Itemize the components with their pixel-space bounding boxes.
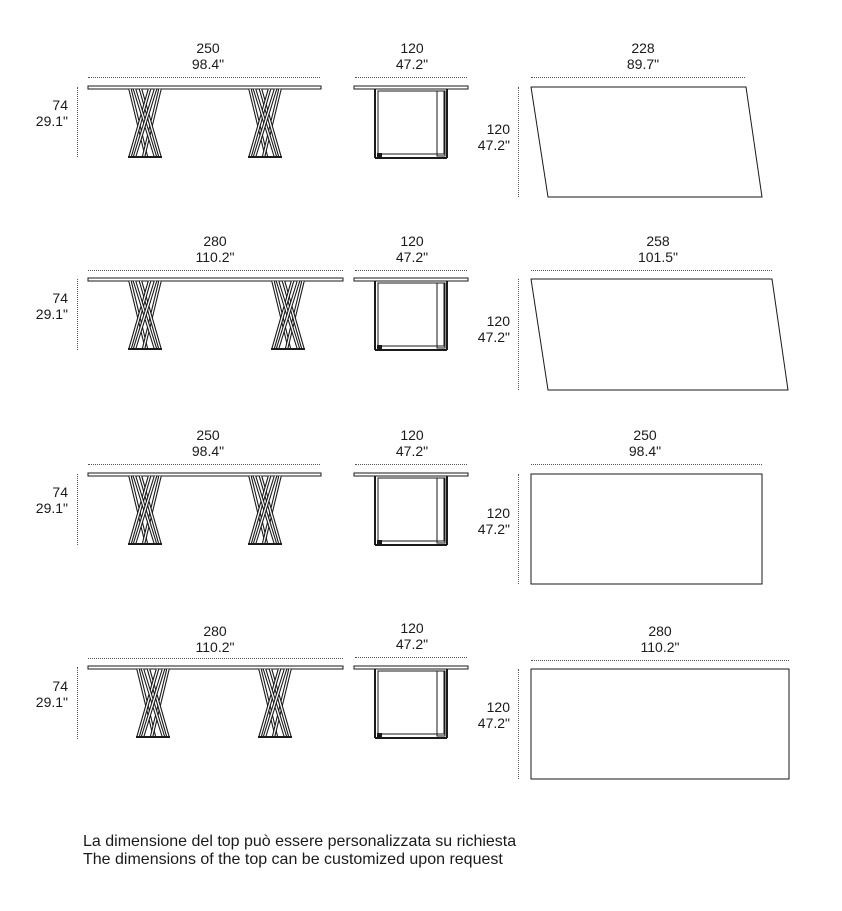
end-width-dim-line bbox=[355, 270, 467, 271]
end-width-label: 120 47.2" bbox=[395, 427, 429, 459]
base-plank bbox=[138, 669, 155, 737]
base-plank-highlight bbox=[135, 476, 156, 544]
end-width-label: 120 47.2" bbox=[395, 620, 429, 652]
x-base bbox=[271, 281, 305, 349]
base-plank bbox=[278, 281, 299, 349]
x-base bbox=[258, 669, 292, 737]
base-plank bbox=[149, 669, 169, 737]
base-plank bbox=[284, 281, 304, 349]
top-length-dim-line bbox=[531, 270, 772, 271]
base-plank bbox=[250, 476, 267, 544]
base-plank-highlight bbox=[265, 669, 286, 737]
base-plank-highlight bbox=[149, 669, 169, 737]
base-plank bbox=[261, 89, 281, 157]
end-width-dim-line bbox=[355, 77, 467, 78]
base-plank-highlight bbox=[250, 89, 270, 157]
base-plank-highlight bbox=[278, 281, 299, 349]
base-plank bbox=[260, 669, 280, 737]
top-length-label: 250 98.4" bbox=[628, 427, 662, 459]
height-dim-line bbox=[77, 667, 78, 739]
parallelogram-top bbox=[531, 279, 788, 390]
base-plank-highlight bbox=[135, 281, 156, 349]
base-plank bbox=[250, 476, 270, 544]
table-top-slab bbox=[354, 86, 468, 89]
base-plank-highlight bbox=[135, 89, 156, 157]
base-plank bbox=[265, 669, 286, 737]
base-plank-highlight bbox=[261, 476, 281, 544]
side-length-label: 280 110.2" bbox=[195, 623, 235, 655]
rectangle-top bbox=[531, 669, 789, 779]
base-plank bbox=[141, 281, 161, 349]
base-plank bbox=[250, 89, 270, 157]
frame-detail bbox=[377, 153, 382, 157]
base-plank-highlight bbox=[274, 669, 291, 737]
x-base bbox=[128, 89, 162, 157]
base-plank-highlight bbox=[138, 669, 155, 737]
top-length-label: 228 89.7" bbox=[626, 40, 660, 72]
base-plank bbox=[130, 89, 147, 157]
top-length-label: 258 101.5" bbox=[637, 233, 678, 265]
base-plank-highlight bbox=[255, 89, 276, 157]
base-plank-highlight bbox=[261, 89, 281, 157]
base-plank bbox=[138, 669, 158, 737]
base-plank-highlight bbox=[130, 476, 147, 544]
table-top-slab bbox=[88, 86, 321, 89]
base-plank-highlight bbox=[141, 476, 161, 544]
height-label: 74 29.1" bbox=[35, 97, 68, 129]
side-length-dim-line bbox=[88, 270, 343, 271]
base-plank bbox=[287, 281, 304, 349]
x-base bbox=[128, 281, 162, 349]
side-length-label: 280 110.2" bbox=[195, 233, 235, 265]
end-width-label: 120 47.2" bbox=[395, 233, 429, 265]
base-plank-highlight bbox=[264, 89, 281, 157]
end-width-dim-line bbox=[355, 657, 467, 658]
top-width-label: 120 47.2" bbox=[477, 313, 510, 345]
base-plank-highlight bbox=[135, 476, 156, 544]
base-plank bbox=[135, 476, 156, 544]
height-label: 74 29.1" bbox=[35, 290, 68, 322]
height-dim-line bbox=[77, 279, 78, 350]
base-plank-highlight bbox=[144, 476, 161, 544]
base-plank-highlight bbox=[130, 89, 147, 157]
side-length-dim-line bbox=[88, 464, 320, 465]
base-plank-highlight bbox=[250, 476, 267, 544]
base-plank bbox=[250, 89, 267, 157]
table-top-slab bbox=[88, 473, 321, 476]
base-plank bbox=[130, 476, 150, 544]
base-plank bbox=[255, 476, 276, 544]
base-plank bbox=[130, 89, 150, 157]
height-label: 74 29.1" bbox=[35, 484, 68, 516]
top-width-label: 120 47.2" bbox=[477, 121, 510, 153]
base-plank bbox=[135, 89, 156, 157]
table-top-slab bbox=[88, 278, 343, 281]
base-plank-highlight bbox=[265, 669, 286, 737]
frame-upright bbox=[437, 671, 445, 736]
base-plank-highlight bbox=[260, 669, 280, 737]
top-width-dim-line bbox=[518, 669, 519, 779]
end-width-dim-line bbox=[355, 464, 467, 465]
height-dim-line bbox=[77, 474, 78, 545]
base-plank bbox=[135, 281, 156, 349]
base-plank-highlight bbox=[144, 281, 161, 349]
top-length-dim-line bbox=[531, 464, 762, 465]
base-plank-highlight bbox=[255, 476, 276, 544]
base-plank-highlight bbox=[141, 281, 161, 349]
base-plank bbox=[255, 89, 276, 157]
table-top-slab bbox=[354, 278, 468, 281]
x-base bbox=[128, 476, 162, 544]
base-plank bbox=[265, 669, 286, 737]
base-plank bbox=[144, 281, 161, 349]
base-plank-highlight bbox=[130, 281, 150, 349]
base-plank-highlight bbox=[250, 476, 270, 544]
table-top-slab bbox=[354, 666, 468, 669]
top-width-label: 120 47.2" bbox=[477, 505, 510, 537]
frame-detail bbox=[377, 345, 382, 349]
base-plank bbox=[264, 476, 281, 544]
height-label: 74 29.1" bbox=[35, 678, 68, 710]
side-length-label: 250 98.4" bbox=[191, 427, 225, 459]
end-width-label: 120 47.2" bbox=[395, 40, 429, 72]
frame-upright bbox=[437, 283, 445, 348]
base-plank bbox=[274, 669, 291, 737]
frame-inner bbox=[378, 91, 444, 154]
base-plank-highlight bbox=[130, 476, 150, 544]
frame-inner bbox=[378, 671, 444, 734]
parallelogram-top bbox=[531, 87, 762, 197]
base-plank bbox=[273, 281, 290, 349]
base-plank bbox=[255, 476, 276, 544]
frame-inner bbox=[378, 283, 444, 346]
table-top-slab bbox=[354, 473, 468, 476]
base-plank-highlight bbox=[135, 281, 156, 349]
base-plank-highlight bbox=[287, 281, 304, 349]
side-length-label: 250 98.4" bbox=[191, 40, 225, 72]
note-english: The dimensions of the top can be customized upon request bbox=[83, 851, 503, 868]
base-plank bbox=[144, 476, 161, 544]
base-plank bbox=[141, 476, 161, 544]
base-plank bbox=[143, 669, 164, 737]
base-plank bbox=[130, 281, 150, 349]
x-base bbox=[248, 476, 282, 544]
top-width-label: 120 47.2" bbox=[477, 699, 510, 731]
base-plank-highlight bbox=[135, 89, 156, 157]
x-base bbox=[136, 669, 170, 737]
base-plank-highlight bbox=[273, 281, 293, 349]
base-plank-highlight bbox=[260, 669, 277, 737]
base-plank-highlight bbox=[141, 89, 161, 157]
frame-inner bbox=[378, 478, 444, 541]
base-plank-highlight bbox=[143, 669, 164, 737]
base-plank bbox=[143, 669, 164, 737]
top-width-dim-line bbox=[518, 87, 519, 197]
top-width-dim-line bbox=[518, 474, 519, 584]
height-dim-line bbox=[77, 87, 78, 157]
base-plank-highlight bbox=[138, 669, 158, 737]
x-base bbox=[248, 89, 282, 157]
base-plank-highlight bbox=[130, 89, 150, 157]
top-length-dim-line bbox=[531, 660, 789, 661]
base-plank-highlight bbox=[273, 281, 290, 349]
frame-upright bbox=[437, 478, 445, 543]
note-italian: La dimensione del top può essere personalizzata su richiesta bbox=[83, 833, 517, 850]
base-plank-highlight bbox=[250, 89, 267, 157]
base-plank bbox=[278, 281, 299, 349]
base-plank-highlight bbox=[284, 281, 304, 349]
base-plank-highlight bbox=[144, 89, 161, 157]
top-length-dim-line bbox=[531, 77, 745, 78]
base-plank-highlight bbox=[152, 669, 169, 737]
base-plank-highlight bbox=[264, 476, 281, 544]
base-plank bbox=[141, 89, 161, 157]
base-plank bbox=[135, 89, 156, 157]
base-plank-highlight bbox=[130, 281, 147, 349]
base-plank-highlight bbox=[255, 89, 276, 157]
table-top-slab bbox=[88, 666, 343, 669]
base-plank bbox=[273, 281, 293, 349]
base-plank bbox=[152, 669, 169, 737]
side-length-dim-line bbox=[88, 658, 343, 659]
base-plank bbox=[130, 476, 147, 544]
base-plank bbox=[264, 89, 281, 157]
frame-detail bbox=[377, 540, 382, 544]
frame-upright bbox=[437, 91, 445, 156]
base-plank-highlight bbox=[278, 281, 299, 349]
base-plank bbox=[271, 669, 291, 737]
top-width-dim-line bbox=[518, 279, 519, 390]
base-plank bbox=[135, 281, 156, 349]
base-plank bbox=[135, 476, 156, 544]
base-plank-highlight bbox=[255, 476, 276, 544]
side-length-dim-line bbox=[88, 77, 320, 78]
rectangle-top bbox=[531, 474, 762, 584]
base-plank bbox=[261, 476, 281, 544]
customization-note bbox=[83, 833, 516, 869]
base-plank-highlight bbox=[271, 669, 291, 737]
top-length-label: 280 110.2" bbox=[640, 623, 680, 655]
base-plank bbox=[260, 669, 277, 737]
base-plank bbox=[130, 281, 147, 349]
base-plank-highlight bbox=[143, 669, 164, 737]
frame-detail bbox=[377, 733, 382, 737]
base-plank bbox=[255, 89, 276, 157]
base-plank bbox=[144, 89, 161, 157]
